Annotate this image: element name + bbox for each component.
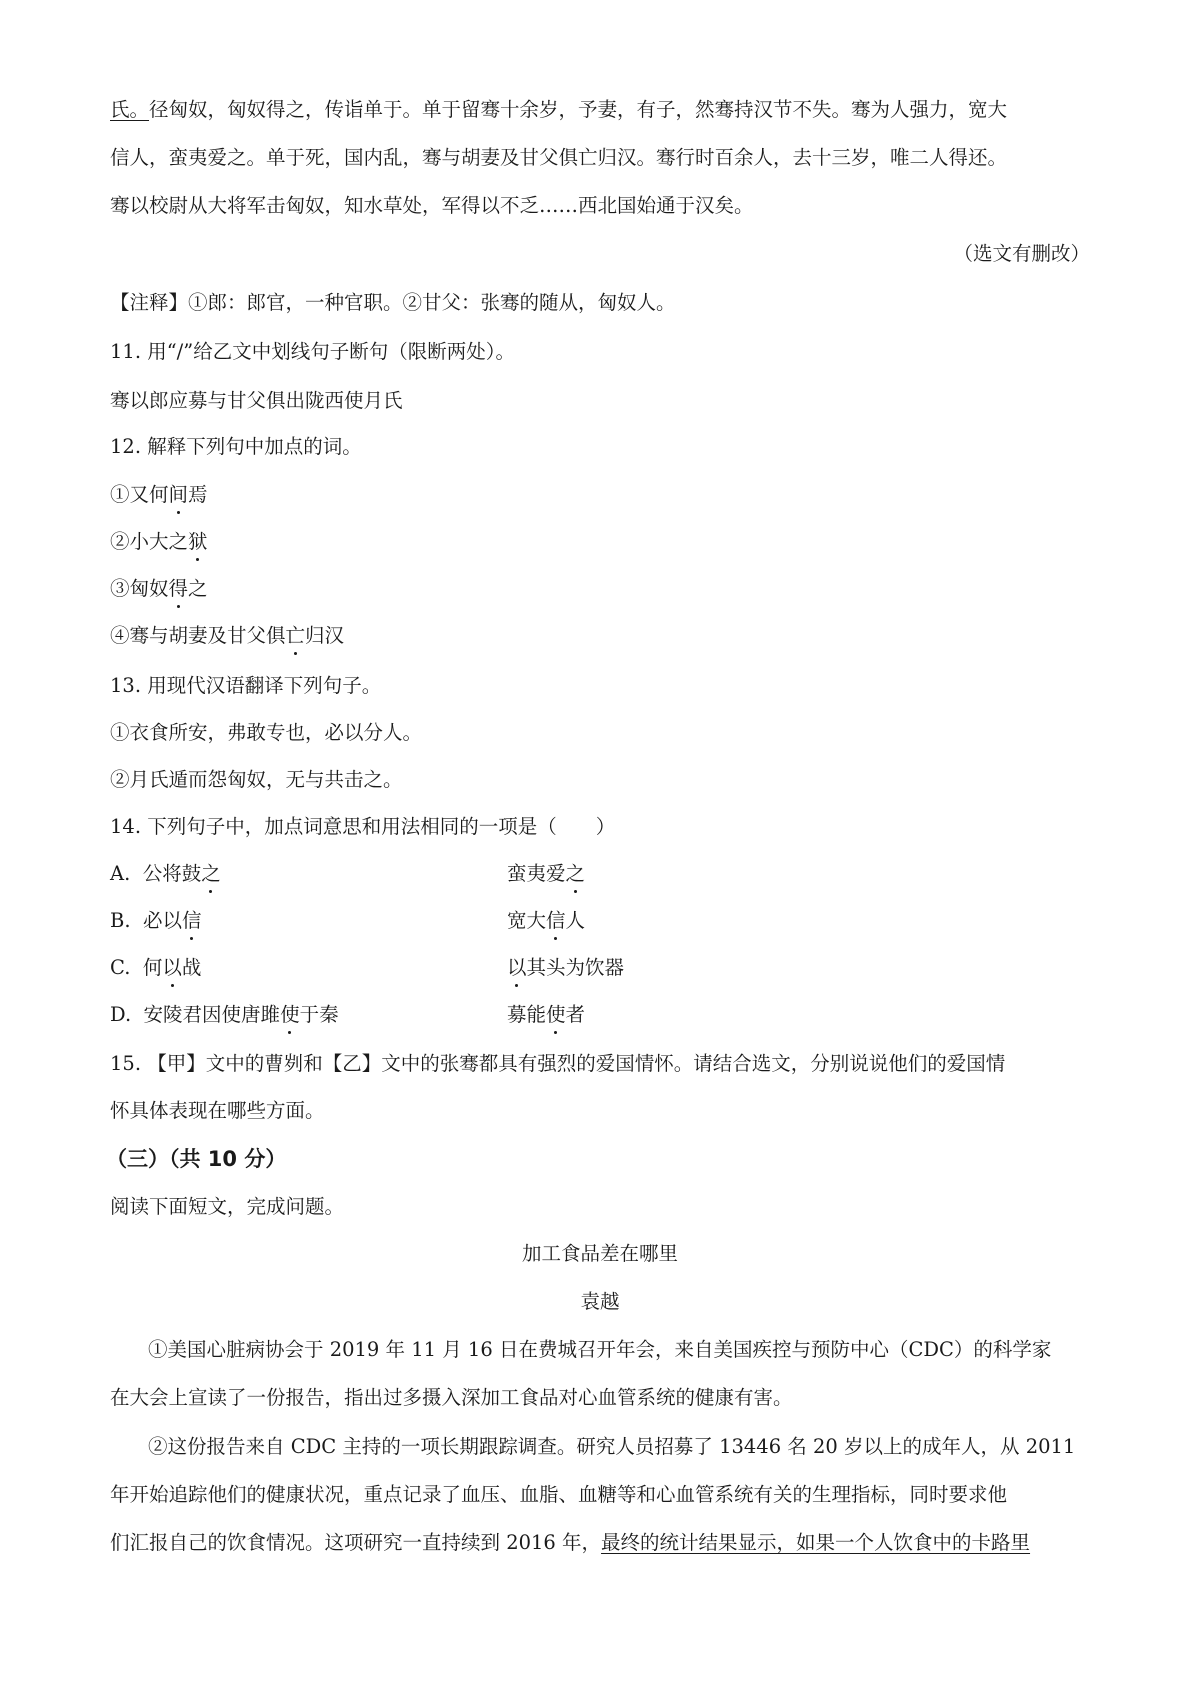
- dotted-word: 信: [181, 909, 202, 932]
- question-12-item: ②小大之狱: [110, 530, 208, 553]
- section-3-heading: （三）（共 10 分）: [106, 1147, 287, 1171]
- dotted-word: 以: [162, 956, 182, 979]
- option-a: A. 公将鼓之 蛮夷爱之: [110, 862, 586, 885]
- paragraph-2-line-1: ②这份报告来自 CDC 主持的一项长期跟踪调查。研究人员招募了 13446 名 20 岁以上的成年人，从 2011: [148, 1435, 1076, 1458]
- paragraph-1-line-1: ①美国心脏病协会于 2019 年 11 月 16 日在费城召开年会，来自美国疾控与预防中心（CDC）的科学家: [148, 1338, 1052, 1361]
- question-12-item: ④骞与胡妻及甘父俱亡归汉: [110, 624, 345, 647]
- dotted-word: 狱: [188, 530, 208, 553]
- dotted-word: 使: [280, 1003, 300, 1026]
- question-12-prompt: 12. 解释下列句中加点的词。: [110, 435, 362, 458]
- dotted-word: 使: [546, 1003, 566, 1026]
- paragraph-2-line-2: 年开始追踪他们的健康状况，重点记录了血压、血脂、血糖等和心血管系统有关的生理指标，同时要求他: [110, 1483, 1008, 1506]
- dotted-word: 信: [546, 909, 566, 932]
- dotted-word: 之: [201, 862, 221, 885]
- annotation-notes: 【注释】①郎：郎官，一种官职。②甘父：张骞的随从，匈奴人。: [110, 291, 676, 314]
- option-c: C. 何以战 以其头为饮器: [110, 956, 625, 979]
- passage-line-3: 骞以校尉从大将军击匈奴，知水草处，军得以不乏……西北国始通于汉矣。: [110, 194, 754, 217]
- question-13-item: ①衣食所安，弗敢专也，必以分人。: [110, 721, 423, 744]
- dotted-word: 间: [168, 483, 189, 506]
- paragraph-2-line-3: 们汇报自己的饮食情况。这项研究一直持续到 2016 年，最终的统计结果显示，如果一个人饮食中的卡路里: [110, 1531, 1031, 1554]
- question-11-prompt: 11. 用“/”给乙文中划线句子断句（限断两处）。: [110, 340, 515, 363]
- paragraph-1-line-2: 在大会上宣读了一份报告，指出过多摄入深加工食品对心血管系统的健康有害。: [110, 1386, 793, 1409]
- dotted-word: 亡: [285, 624, 306, 647]
- question-15-line-1: 15. 【甲】文中的曹刿和【乙】文中的张骞都具有强烈的爱国情怀。请结合选文，分别说说他们的爱国情: [110, 1052, 1006, 1075]
- question-12-item: ③匈奴得之: [110, 577, 208, 600]
- question-13-prompt: 13. 用现代汉语翻译下列句子。: [110, 674, 382, 697]
- option-b: B. 必以信 宽大信人: [110, 909, 586, 932]
- underlined-text: 最终的统计结果显示，如果一个人饮食中的卡路里: [601, 1531, 1031, 1554]
- question-14-prompt: 14. 下列句子中，加点词意思和用法相同的一项是（ ）: [110, 815, 616, 838]
- question-11-sentence: 骞以郎应募与甘父俱出陇西使月氏: [110, 389, 403, 412]
- dotted-word: 得: [168, 577, 189, 600]
- dotted-word: 以: [507, 956, 527, 979]
- article-author: 袁越: [580, 1290, 620, 1313]
- source-note: （选文有删改）: [953, 242, 1090, 265]
- question-15-line-2: 怀具体表现在哪些方面。: [110, 1099, 325, 1122]
- question-13-item: ②月氏遁而怨匈奴，无与共击之。: [110, 768, 403, 791]
- section-3-instruction: 阅读下面短文，完成问题。: [110, 1195, 345, 1218]
- article-title: 加工食品差在哪里: [521, 1242, 678, 1265]
- dotted-word: 之: [565, 862, 586, 885]
- passage-line-1: 氏。径匈奴，匈奴得之，传诣单于。单于留骞十余岁，予妻，有子，然骞持汉节不失。骞为人强力，宽大: [110, 98, 1008, 121]
- option-d: D. 安陵君因使唐雎使于秦 募能使者: [110, 1003, 586, 1026]
- underlined-text: 氏。: [110, 98, 150, 121]
- question-12-item: ①又何间焉: [110, 483, 208, 506]
- passage-line-2: 信人，蛮夷爱之。单于死，国内乱，骞与胡妻及甘父俱亡归汉。骞行时百余人，去十三岁，唯二人得还。: [110, 146, 1008, 169]
